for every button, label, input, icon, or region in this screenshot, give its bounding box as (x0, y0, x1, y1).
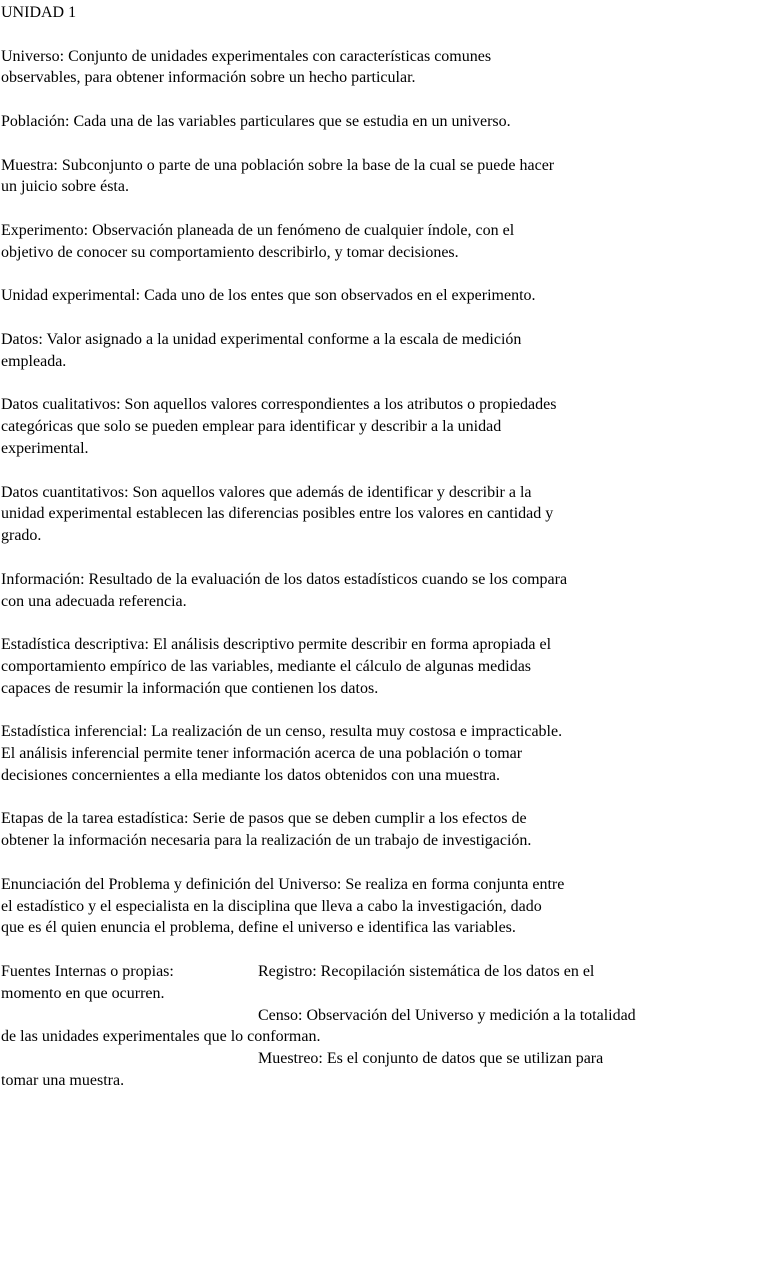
registro-continuation: momento en que ocurren. (1, 984, 165, 1002)
fuentes-internas-section (1, 961, 780, 1092)
paragraph-line: decisiones concernientes a ella mediante los datos obtenidos con una muestra. (1, 766, 500, 784)
fuentes-label: Fuentes Internas o propias: (1, 963, 174, 981)
paragraph-line: Estadística inferencial: La realización de un censo, resulta muy costosa e impracticable. (1, 723, 563, 741)
paragraph-poblacion (1, 111, 780, 133)
paragraph-universo (1, 46, 780, 90)
paragraph-etapas (1, 808, 780, 852)
registro-text: Registro: Recopilación sistemática de los datos en el (258, 963, 595, 981)
paragraph-line: Datos: Valor asignado a la unidad experimental conforme a la escala de medición (1, 330, 522, 348)
paragraph-experimento (1, 220, 780, 264)
paragraph-line: con una adecuada referencia. (1, 592, 187, 610)
muestreo-continuation: tomar una muestra. (1, 1072, 125, 1090)
paragraph-line: comportamiento empírico de las variables, mediante el cálculo de algunas medidas (1, 657, 532, 675)
paragraph-line: Información: Resultado de la evaluación de los datos estadísticos cuando se los compara (1, 570, 568, 588)
paragraph-datos-cuantitativos (1, 482, 780, 547)
paragraph-line: Experimento: Observación planeada de un fenómeno de cualquier índole, con el (1, 221, 515, 239)
title-text: UNIDAD 1 (1, 4, 77, 21)
paragraph-line: grado. (1, 527, 42, 545)
document-title (1, 2, 780, 24)
paragraph-line: observables, para obtener información sobre un hecho particular. (1, 69, 416, 87)
paragraph-estadistica-descriptiva (1, 634, 780, 699)
censo-text: Censo: Observación del Universo y medición a la totalidad (258, 1006, 636, 1024)
definitions-list (1, 46, 780, 940)
paragraph-line: Etapas de la tarea estadística: Serie de pasos que se deben cumplir a los efectos de (1, 810, 527, 828)
fuentes-line-1 (1, 961, 780, 983)
paragraph-line: Población: Cada una de las variables particulares que se estudia en un universo. (1, 112, 511, 130)
censo-continuation: de las unidades experimentales que lo conforman. (1, 1028, 321, 1046)
paragraph-line: Datos cualitativos: Son aquellos valores correspondientes a los atributos o propiedades (1, 396, 557, 414)
paragraph-line: obtener la información necesaria para la realización de un trabajo de investigación. (1, 832, 532, 850)
paragraph-muestra (1, 155, 780, 199)
paragraph-line: Unidad experimental: Cada uno de los entes que son observados en el experimento. (1, 287, 536, 305)
paragraph-informacion (1, 569, 780, 613)
muestreo-text: Muestreo: Es el conjunto de datos que se utilizan para (258, 1050, 604, 1068)
fuentes-line-3 (1, 1005, 780, 1027)
paragraph-line: un juicio sobre ésta. (1, 178, 129, 196)
paragraph-line: empleada. (1, 352, 67, 370)
paragraph-datos-cualitativos (1, 394, 780, 459)
paragraph-line: unidad experimental establecen las diferencias posibles entre los valores en cantidad y (1, 505, 554, 523)
paragraph-datos (1, 329, 780, 373)
paragraph-line: Muestra: Subconjunto o parte de una población sobre la base de la cual se puede hacer (1, 156, 555, 174)
paragraph-unidad-experimental (1, 285, 780, 307)
paragraph-estadistica-inferencial (1, 721, 780, 786)
paragraph-line: categóricas que solo se pueden emplear para identificar y describir a la unidad (1, 418, 502, 436)
fuentes-line-5 (1, 1048, 780, 1070)
paragraph-enunciacion (1, 874, 780, 939)
paragraph-line: objetivo de conocer su comportamiento describirlo, y tomar decisiones. (1, 243, 459, 261)
paragraph-line: El análisis inferencial permite tener información acerca de una población o tomar (1, 745, 523, 763)
paragraph-line: el estadístico y el especialista en la disciplina que lleva a cabo la investigación, dado (1, 897, 542, 915)
paragraph-line: Datos cuantitativos: Son aquellos valores que además de identificar y describir a la (1, 483, 532, 501)
paragraph-line: que es él quien enuncia el problema, define el universo e identifica las variables. (1, 919, 516, 937)
paragraph-line: Enunciación del Problema y definición del Universo: Se realiza en forma conjunta entre (1, 875, 565, 893)
paragraph-line: Universo: Conjunto de unidades experimentales con características comunes (1, 47, 492, 65)
paragraph-line: Estadística descriptiva: El análisis descriptivo permite describir en forma apropiada el (1, 636, 552, 654)
paragraph-line: capaces de resumir la información que contienen los datos. (1, 679, 379, 697)
paragraph-line: experimental. (1, 439, 89, 457)
